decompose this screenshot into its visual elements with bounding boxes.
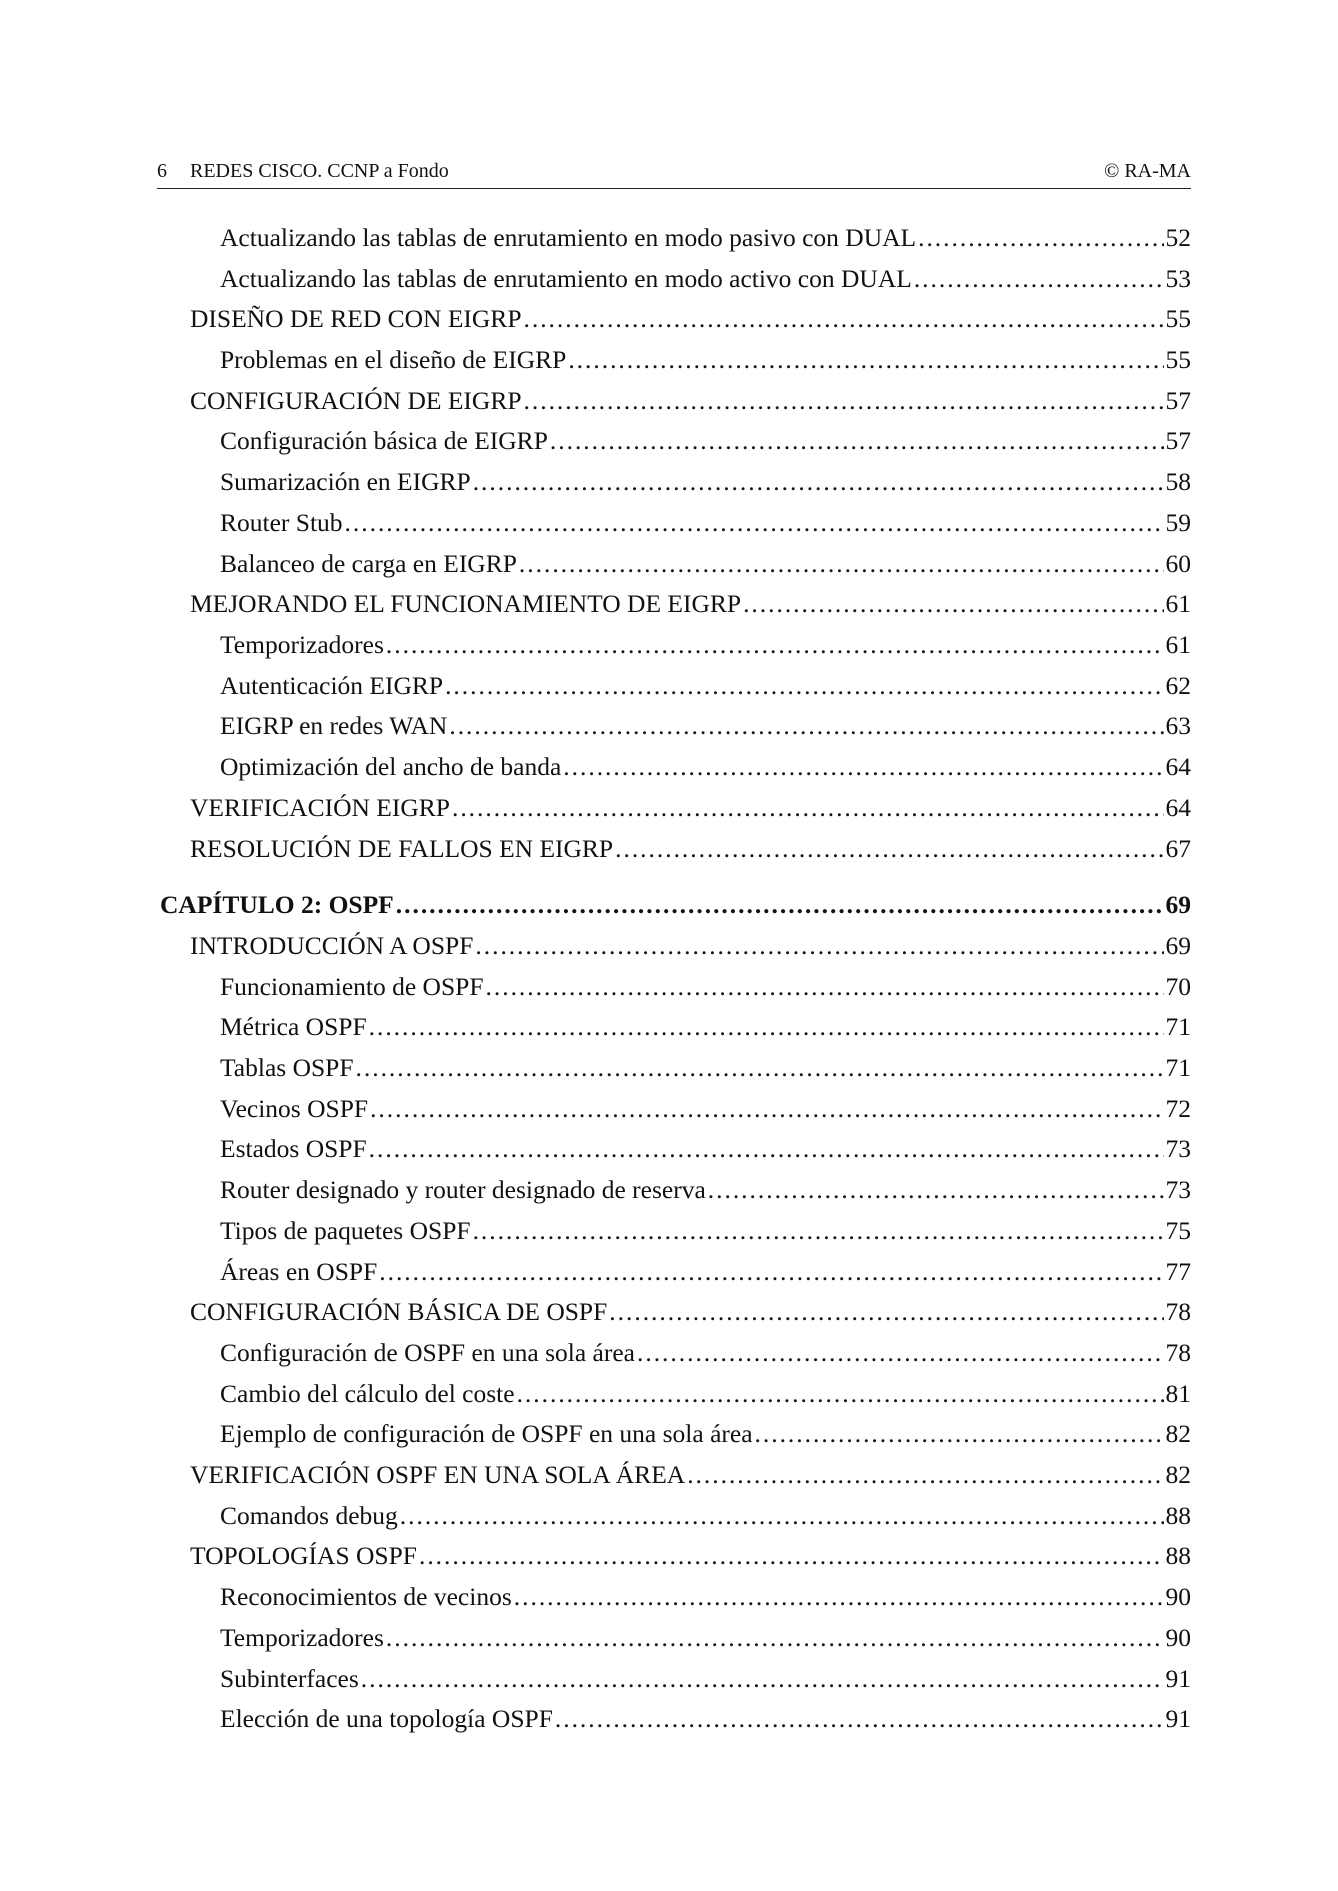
dot-leader — [524, 304, 1164, 334]
toc-entry-title: TOPOLOGÍAS OSPF — [190, 1541, 417, 1570]
dot-leader — [386, 630, 1164, 660]
dot-leader — [369, 1012, 1164, 1042]
toc-entry-title: Configuración básica de EIGRP — [220, 426, 548, 455]
toc-entry-title: CAPÍTULO 2: OSPF — [160, 890, 394, 919]
toc-entry-title: Router designado y router designado de reserva — [220, 1175, 706, 1204]
toc-entry-title: Router Stub — [220, 508, 343, 537]
toc-entry-page: 91 — [1165, 1704, 1191, 1733]
toc-entry-title: Problemas en el diseño de EIGRP — [220, 345, 567, 374]
toc-entry — [220, 1338, 1191, 1368]
dot-leader — [370, 1094, 1163, 1124]
toc-entry-title: Elección de una topología OSPF — [220, 1704, 553, 1733]
toc-entry-page: 63 — [1165, 711, 1191, 740]
toc-entry — [220, 1582, 1191, 1612]
toc-entry — [220, 671, 1191, 701]
toc-entry-page: 90 — [1165, 1582, 1191, 1611]
toc-entry-page: 69 — [1165, 931, 1191, 960]
toc-entry — [220, 752, 1191, 782]
toc-chapter-entry — [160, 890, 1191, 920]
toc-entry-title: EIGRP en redes WAN — [220, 711, 448, 740]
toc-entry-title: Tablas OSPF — [220, 1053, 354, 1082]
toc-entry — [220, 972, 1191, 1002]
toc-entry — [220, 1664, 1191, 1694]
dot-leader — [514, 1582, 1164, 1612]
toc-entry-page: 55 — [1165, 304, 1191, 333]
toc-entry — [220, 711, 1191, 741]
toc-entry — [220, 426, 1191, 456]
toc-entry-page: 72 — [1165, 1094, 1191, 1123]
toc-entry — [190, 1297, 1191, 1327]
toc-entry — [220, 630, 1191, 660]
toc-entry — [220, 1216, 1191, 1246]
toc-entry — [220, 345, 1191, 375]
toc-entry-page: 62 — [1165, 671, 1191, 700]
toc-entry-title: Temporizadores — [220, 630, 384, 659]
toc-entry — [190, 304, 1191, 334]
toc-entry — [220, 264, 1191, 294]
toc-entry-page: 73 — [1165, 1175, 1191, 1204]
toc-entry-page: 82 — [1165, 1460, 1191, 1489]
toc-entry-page: 78 — [1165, 1338, 1191, 1367]
toc-entry — [220, 1419, 1191, 1449]
toc-entry-page: 61 — [1165, 630, 1191, 659]
toc-entry-page: 55 — [1165, 345, 1191, 374]
toc-entry-page: 52 — [1165, 223, 1191, 252]
toc-entry — [190, 386, 1191, 416]
toc-entry — [220, 549, 1191, 579]
dot-leader — [419, 1541, 1164, 1571]
toc-entry — [220, 1501, 1191, 1531]
toc-entry-title: Autenticación EIGRP — [220, 671, 444, 700]
toc-entry-title: Comandos debug — [220, 1501, 398, 1530]
toc-entry-title: Ejemplo de configuración de OSPF en una sola área — [220, 1419, 753, 1448]
dot-leader — [452, 793, 1164, 823]
toc-entry-title: Sumarización en EIGRP — [220, 467, 471, 496]
dot-leader — [519, 549, 1164, 579]
dot-leader — [445, 671, 1163, 701]
toc-entry-page: 57 — [1165, 426, 1191, 455]
toc-entry — [220, 1623, 1191, 1653]
dot-leader — [555, 1704, 1164, 1734]
dot-leader — [609, 1297, 1163, 1327]
toc-entry-title: Balanceo de carga en EIGRP — [220, 549, 517, 578]
toc-entry-title: Cambio del cálculo del coste — [220, 1379, 515, 1408]
dot-leader — [379, 1257, 1163, 1287]
toc-entry-title: CONFIGURACIÓN BÁSICA DE OSPF — [190, 1297, 608, 1326]
dot-leader — [400, 1501, 1164, 1531]
toc-entry-page: 71 — [1165, 1053, 1191, 1082]
toc-entry-page: 77 — [1165, 1257, 1191, 1286]
toc-entry — [190, 834, 1191, 864]
toc-entry-page: 69 — [1165, 890, 1191, 919]
toc-entry — [220, 1134, 1191, 1164]
dot-leader — [637, 1338, 1164, 1368]
toc-entry-page: 64 — [1165, 793, 1191, 822]
toc-entry — [220, 1175, 1191, 1205]
toc-entry-page: 81 — [1165, 1379, 1191, 1408]
dot-leader — [475, 931, 1163, 961]
toc-entry-title: DISEÑO DE RED CON EIGRP — [190, 304, 522, 333]
toc-entry-page: 70 — [1165, 972, 1191, 1001]
toc-entry-page: 61 — [1165, 589, 1191, 618]
toc-entry-title: Reconocimientos de vecinos — [220, 1582, 512, 1611]
dot-leader — [550, 426, 1164, 456]
dot-leader — [345, 508, 1164, 538]
toc-entry — [220, 1094, 1191, 1124]
dot-leader — [687, 1460, 1163, 1490]
toc-entry — [190, 793, 1191, 823]
toc-entry — [220, 223, 1191, 253]
dot-leader — [473, 467, 1164, 497]
dot-leader — [563, 752, 1163, 782]
dot-leader — [473, 1216, 1164, 1246]
toc-entry — [220, 1379, 1191, 1409]
toc-entry — [220, 1704, 1191, 1734]
toc-entry-title: Configuración de OSPF en una sola área — [220, 1338, 635, 1367]
toc-entry — [190, 1541, 1191, 1571]
dot-leader — [361, 1664, 1164, 1694]
toc-entry-title: Áreas en OSPF — [220, 1257, 378, 1286]
toc-entry — [190, 931, 1191, 961]
toc-entry — [190, 589, 1191, 619]
toc-entry-title: Métrica OSPF — [220, 1012, 367, 1041]
dot-leader — [918, 223, 1163, 253]
toc-entry — [220, 1257, 1191, 1287]
toc-entry — [220, 1012, 1191, 1042]
toc-entry-page: 59 — [1165, 508, 1191, 537]
toc-entry-page: 60 — [1165, 549, 1191, 578]
dot-leader — [517, 1379, 1164, 1409]
toc-entry-page: 75 — [1165, 1216, 1191, 1245]
dot-leader — [568, 345, 1163, 375]
toc-entry-page: 88 — [1165, 1541, 1191, 1570]
toc-entry-title: Vecinos OSPF — [220, 1094, 369, 1123]
toc-entry-title: CONFIGURACIÓN DE EIGRP — [190, 386, 522, 415]
toc-entry-page: 78 — [1165, 1297, 1191, 1326]
dot-leader — [743, 589, 1163, 619]
dot-leader — [386, 1623, 1164, 1653]
dot-leader — [356, 1053, 1164, 1083]
toc-entry-page: 64 — [1165, 752, 1191, 781]
toc-entry-title: INTRODUCCIÓN A OSPF — [190, 931, 474, 960]
dot-leader — [486, 972, 1164, 1002]
dot-leader — [708, 1175, 1164, 1205]
toc-entry-page: 82 — [1165, 1419, 1191, 1448]
toc-entry-title: MEJORANDO EL FUNCIONAMIENTO DE EIGRP — [190, 589, 742, 618]
toc-entry — [220, 467, 1191, 497]
toc-entry-page: 91 — [1165, 1664, 1191, 1693]
dot-leader — [396, 890, 1164, 920]
toc-entry-title: VERIFICACIÓN EIGRP — [190, 793, 450, 822]
toc-entry-page: 58 — [1165, 467, 1191, 496]
dot-leader — [449, 711, 1163, 741]
publisher: © RA-MA — [1104, 160, 1191, 182]
dot-leader — [755, 1419, 1164, 1449]
toc-entry-page: 57 — [1165, 386, 1191, 415]
toc-entry-page: 71 — [1165, 1012, 1191, 1041]
toc-entry — [220, 1053, 1191, 1083]
dot-leader — [369, 1134, 1164, 1164]
toc-entry-title: Actualizando las tablas de enrutamiento en modo activo con DUAL — [220, 264, 912, 293]
toc-entry-title: RESOLUCIÓN DE FALLOS EN EIGRP — [190, 834, 614, 863]
dot-leader — [615, 834, 1163, 864]
toc-entry-page: 88 — [1165, 1501, 1191, 1530]
toc-entry-title: Funcionamiento de OSPF — [220, 972, 484, 1001]
toc-entry-title: Temporizadores — [220, 1623, 384, 1652]
toc-entry-title: Subinterfaces — [220, 1664, 359, 1693]
dot-leader — [524, 386, 1164, 416]
toc-entry-page: 90 — [1165, 1623, 1191, 1652]
toc-entry-title: Actualizando las tablas de enrutamiento en modo pasivo con DUAL — [220, 223, 917, 252]
toc-entry-title: Estados OSPF — [220, 1134, 367, 1163]
toc-entry-page: 73 — [1165, 1134, 1191, 1163]
toc-entry-title: VERIFICACIÓN OSPF EN UNA SOLA ÁREA — [190, 1460, 686, 1489]
dot-leader — [914, 264, 1164, 294]
toc-entry-page: 67 — [1165, 834, 1191, 863]
toc-entry — [190, 1460, 1191, 1490]
toc-entry-title: Optimización del ancho de banda — [220, 752, 562, 781]
page-number: 6 — [157, 160, 167, 182]
toc-entry-title: Tipos de paquetes OSPF — [220, 1216, 471, 1245]
book-title: REDES CISCO. CCNP a Fondo — [190, 160, 449, 182]
toc-entry — [220, 508, 1191, 538]
toc-entry-page: 53 — [1165, 264, 1191, 293]
